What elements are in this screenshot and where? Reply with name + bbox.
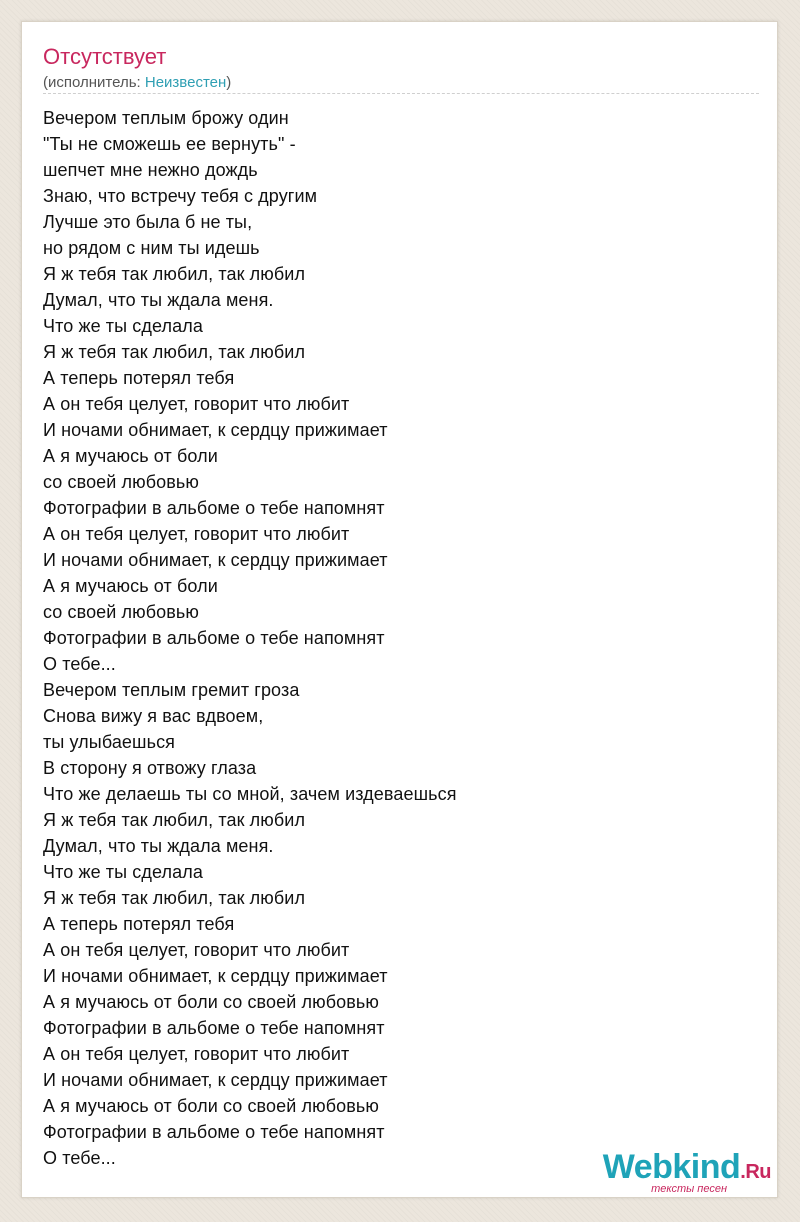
lyric-line: А я мучаюсь от боли со своей любовью (43, 992, 379, 1012)
lyrics-card (21, 21, 778, 1198)
lyric-line: Что же ты сделала (43, 862, 203, 882)
lyric-line: О тебе... (43, 1148, 116, 1168)
lyric-line: А он тебя целует, говорит что любит (43, 524, 350, 544)
lyric-line: А я мучаюсь от боли со своей любовью (43, 1096, 379, 1116)
lyric-line: Фотографии в альбоме о тебе напомнят (43, 1122, 385, 1142)
artist-link[interactable]: Неизвестен (144, 74, 227, 91)
lyric-line: А я мучаюсь от боли (43, 446, 218, 466)
lyrics-text (43, 105, 457, 1171)
lyric-line: И ночами обнимает, к сердцу прижимает (43, 550, 388, 570)
site-logo[interactable] (603, 1149, 771, 1195)
logo-tagline: тексты песен (651, 1183, 727, 1195)
lyric-line: Фотографии в альбоме о тебе напомнят (43, 628, 385, 648)
lyric-line: Я ж тебя так любил, так любил (43, 264, 306, 284)
lyric-line: Я ж тебя так любил, так любил (43, 888, 306, 908)
lyric-line: шепчет мне нежно дождь (43, 160, 258, 180)
lyric-line: со своей любовью (43, 472, 200, 492)
lyric-line: Фотографии в альбоме о тебе напомнят (43, 1018, 385, 1038)
lyric-line: Фотографии в альбоме о тебе напомнят (43, 498, 385, 518)
artist-line (43, 73, 231, 93)
lyric-line: Я ж тебя так любил, так любил (43, 342, 306, 362)
lyric-line: Думал, что ты ждала меня. (43, 290, 274, 310)
lyric-line: О тебе... (43, 654, 116, 674)
lyric-line: И ночами обнимает, к сердцу прижимает (43, 966, 388, 986)
lyric-line: И ночами обнимает, к сердцу прижимает (43, 420, 388, 440)
lyric-line: Знаю, что встречу тебя с другим (43, 186, 318, 206)
lyric-line: со своей любовью (43, 602, 200, 622)
lyric-line: И ночами обнимает, к сердцу прижимает (43, 1070, 388, 1090)
divider (43, 93, 759, 94)
lyric-line: А он тебя целует, говорит что любит (43, 1044, 350, 1064)
lyric-line: Снова вижу я вас вдвоем, (43, 706, 264, 726)
artist-suffix: ) (226, 74, 232, 91)
lyric-line: но рядом с ним ты идешь (43, 238, 260, 258)
song-title: Отсутствует (43, 44, 167, 69)
lyric-line: А теперь потерял тебя (43, 914, 235, 934)
artist-prefix: (исполнитель: (43, 74, 145, 91)
logo-tld: .Ru (740, 1161, 771, 1183)
lyric-line: В сторону я отвожу глаза (43, 758, 257, 778)
lyric-line: А я мучаюсь от боли (43, 576, 218, 596)
lyric-line: "Ты не сможешь ее вернуть" - (43, 134, 296, 154)
lyric-line: Лучше это была б не ты, (43, 212, 253, 232)
lyric-line: Что же ты сделала (43, 316, 203, 336)
lyric-line: ты улыбаешься (43, 732, 176, 752)
lyric-line: А теперь потерял тебя (43, 368, 235, 388)
lyric-line: Вечером теплым гремит гроза (43, 680, 300, 700)
lyric-line: Что же делаешь ты со мной, зачем издеваешься (43, 784, 457, 804)
lyric-line: А он тебя целует, говорит что любит (43, 940, 350, 960)
lyric-line: Я ж тебя так любил, так любил (43, 810, 306, 830)
logo-name: Webkind (602, 1148, 741, 1186)
lyric-line: А он тебя целует, говорит что любит (43, 394, 350, 414)
lyric-line: Вечером теплым брожу один (43, 108, 289, 128)
lyric-line: Думал, что ты ждала меня. (43, 836, 274, 856)
